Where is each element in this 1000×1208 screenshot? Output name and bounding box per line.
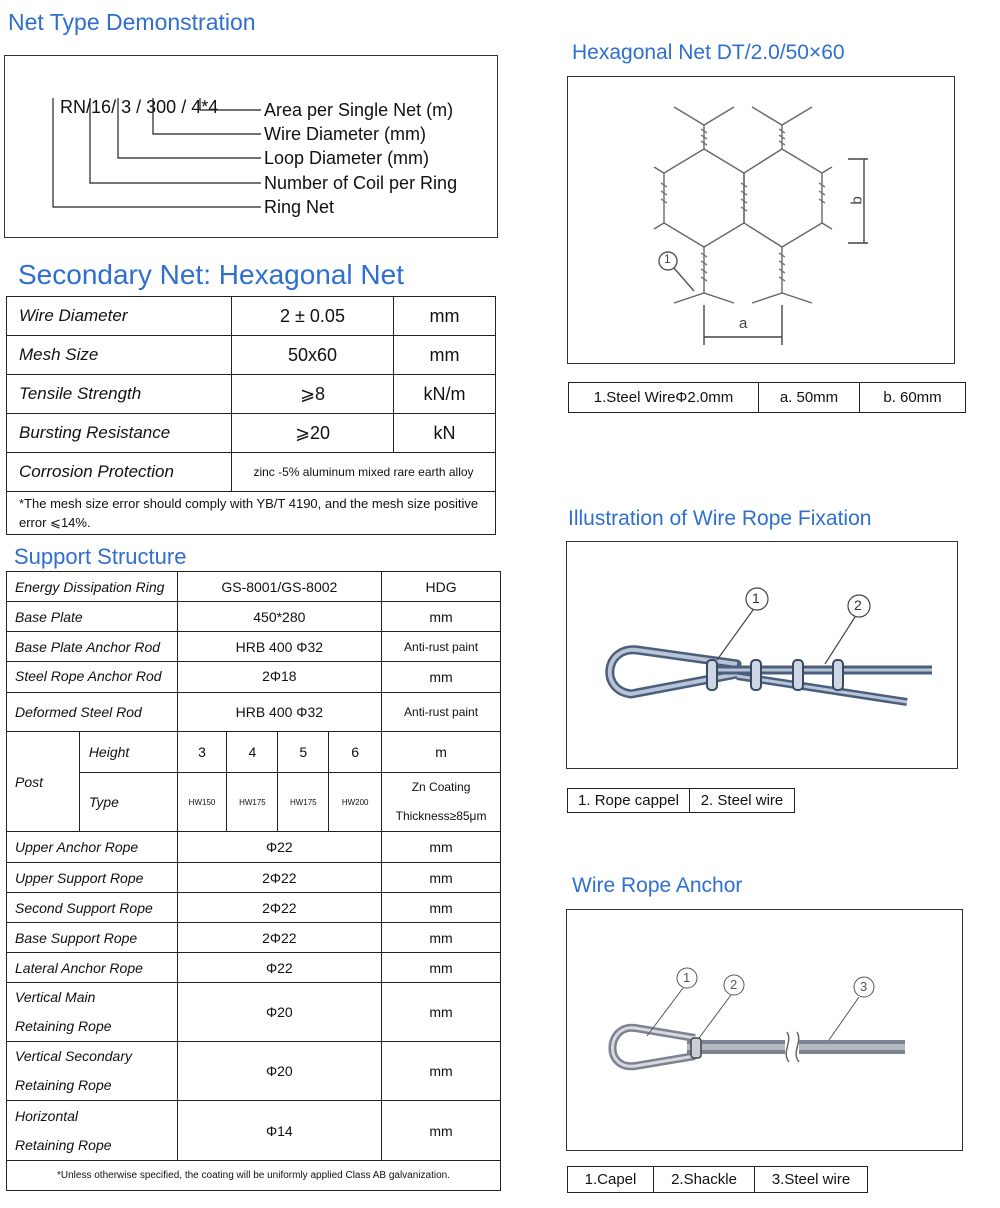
row-name: Deformed Steel Rod: [7, 693, 178, 732]
row-value: Φ14: [177, 1101, 382, 1161]
table-row: [7, 1101, 501, 1161]
row-unit: mm: [382, 662, 501, 693]
table-row: [7, 983, 501, 1042]
row-name: Energy Dissipation Ring: [7, 572, 178, 602]
table-row: [7, 1161, 501, 1191]
caption-steel-wire: 1.Steel WireΦ2.0mm: [569, 383, 759, 413]
support-structure-heading: Support Structure: [14, 544, 187, 569]
row-value: 2Φ22: [177, 863, 382, 893]
row-name-line: Vertical Main: [15, 989, 96, 1005]
table-row: [7, 832, 501, 863]
code-loop: 3: [121, 97, 132, 117]
table-row: [7, 863, 501, 893]
caption-rope-cappel: 1. Rope cappel: [568, 789, 690, 813]
type-value: HW175: [278, 773, 329, 832]
row-name: Base Support Rope: [7, 923, 178, 953]
code-slash-3: /: [136, 97, 142, 117]
table-row: [7, 414, 496, 453]
row-name-line: Retaining Rope: [15, 1018, 112, 1034]
row-value: 450*280: [177, 602, 382, 632]
table-row: [7, 297, 496, 336]
fixation-drawing: [567, 542, 959, 770]
row-name: Second Support Rope: [7, 893, 178, 923]
secondary-net-heading: Secondary Net: Hexagonal Net: [18, 259, 404, 290]
row-unit: mm: [382, 832, 501, 863]
post-label: Post: [7, 732, 80, 832]
table-row: [7, 732, 501, 773]
table-row: [7, 662, 501, 693]
hex-net-captions: [568, 382, 966, 413]
caption-b: b. 60mm: [860, 383, 966, 413]
coating-thickness: Thickness≥85μm: [395, 809, 487, 823]
row-value: ⩾8: [232, 375, 394, 414]
height-value: 4: [227, 732, 278, 773]
row-unit: mm: [382, 953, 501, 983]
row-name: Upper Support Rope: [7, 863, 178, 893]
fixation-heading: Illustration of Wire Rope Fixation: [568, 507, 872, 530]
fixation-callout-1: 1: [752, 590, 760, 606]
row-name-line: Retaining Rope: [15, 1077, 112, 1093]
row-unit: mm: [382, 1101, 501, 1161]
mesh-note: *The mesh size error should comply with YB/T 4190, and the mesh size positive error ⩽14%.: [7, 492, 496, 535]
table-row: [7, 602, 501, 632]
row-name-line: Vertical Secondary: [15, 1048, 132, 1064]
row-name: Corrosion Protection: [7, 453, 232, 492]
caption-row: [569, 383, 966, 413]
table-row: [7, 923, 501, 953]
row-unit: mm: [394, 336, 496, 375]
row-value: Φ20: [177, 1042, 382, 1101]
row-name-line: Horizontal: [15, 1107, 79, 1124]
table-row: [7, 572, 501, 602]
hex-net-drawing: [568, 77, 956, 365]
caption-row: [568, 1167, 868, 1193]
anchor-callout-1: 1: [683, 970, 691, 985]
table-row: [7, 893, 501, 923]
row-unit: mm: [394, 297, 496, 336]
label-area: Area per Single Net (m): [264, 100, 454, 120]
type-value: HW200: [329, 773, 382, 832]
row-name: [7, 983, 178, 1042]
anchor-callout-3: 3: [860, 979, 868, 994]
caption-steel-wire: 2. Steel wire: [690, 789, 795, 813]
row-value: HRB 400 Φ32: [177, 632, 382, 662]
zn-coating: Zn Coating: [411, 780, 471, 794]
anchor-figure: [566, 909, 963, 1151]
row-unit: Anti-rust paint: [382, 693, 501, 732]
table-row: [7, 453, 496, 492]
table-row: [7, 1042, 501, 1101]
label-ring-net: Ring Net: [264, 197, 335, 217]
net-type-heading: Net Type Demonstration: [8, 9, 256, 35]
row-unit: HDG: [382, 572, 501, 602]
row-unit: kN/m: [394, 375, 496, 414]
row-value: ⩾20: [232, 414, 394, 453]
row-name: Tensile Strength: [7, 375, 232, 414]
caption-row: [568, 789, 795, 813]
label-loop-diameter: Loop Diameter (mm): [264, 148, 430, 168]
row-value: 50x60: [232, 336, 394, 375]
fixation-figure: [566, 541, 958, 769]
height-unit: m: [382, 732, 501, 773]
label-wire-diameter: Wire Diameter (mm): [264, 124, 426, 144]
row-value: 2Φ18: [177, 662, 382, 693]
code-slash-2: /: [111, 97, 117, 117]
table-row: [7, 773, 501, 832]
row-value: 2Φ22: [177, 893, 382, 923]
row-unit: Anti-rust paint: [382, 632, 501, 662]
height-label: Height: [79, 732, 177, 773]
row-value: HRB 400 Φ32: [177, 693, 382, 732]
support-structure-table: [6, 571, 501, 1191]
table-row: [7, 375, 496, 414]
code-slash-1: /: [86, 97, 92, 117]
row-name: Upper Anchor Rope: [7, 832, 178, 863]
type-value: HW175: [227, 773, 278, 832]
row-value: Φ22: [177, 953, 382, 983]
row-value: Φ20: [177, 983, 382, 1042]
code-wire: 300: [146, 97, 177, 117]
type-value: HW150: [177, 773, 227, 832]
row-name: Bursting Resistance: [7, 414, 232, 453]
row-name: Base Plate: [7, 602, 178, 632]
fixation-captions: [567, 788, 795, 813]
row-unit: mm: [382, 1042, 501, 1101]
anchor-drawing: [567, 910, 964, 1152]
row-name: [7, 1101, 178, 1161]
hex-callout-1: 1: [664, 252, 671, 266]
row-name: Base Plate Anchor Rod: [7, 632, 178, 662]
row-unit: mm: [382, 893, 501, 923]
row-value: 2 ± 0.05: [232, 297, 394, 336]
table-row: [7, 693, 501, 732]
row-value: Φ22: [177, 832, 382, 863]
caption-steel-wire: 3.Steel wire: [755, 1167, 868, 1193]
label-coil-per-ring: Number of Coil per Ring: [264, 173, 458, 193]
table-row: [7, 492, 496, 535]
table-row: [7, 632, 501, 662]
row-name: Wire Diameter: [7, 297, 232, 336]
row-name: Steel Rope Anchor Rod: [7, 662, 178, 693]
code-rn: RN: [60, 97, 87, 117]
row-unit: mm: [382, 863, 501, 893]
row-unit: kN: [394, 414, 496, 453]
row-unit: mm: [382, 983, 501, 1042]
height-value: 5: [278, 732, 329, 773]
anchor-callout-2: 2: [730, 977, 738, 992]
code-slash-4: /: [181, 97, 187, 117]
hex-net-figure: [567, 76, 955, 364]
row-value: zinc -5% aluminum mixed rare earth alloy: [232, 453, 496, 492]
caption-shackle: 2.Shackle: [654, 1167, 755, 1193]
table-row: [7, 336, 496, 375]
row-name: Mesh Size: [7, 336, 232, 375]
galvanization-footnote: *Unless otherwise specified, the coating will be uniformly applied Class AB galvanization.: [7, 1161, 501, 1191]
code-area: 4*4: [191, 97, 219, 117]
type-label: Type: [79, 773, 177, 832]
fixation-callout-2: 2: [854, 597, 862, 613]
caption-a: a. 50mm: [759, 383, 860, 413]
height-value: 3: [177, 732, 227, 773]
hex-net-heading: Hexagonal Net DT/2.0/50×60: [572, 41, 845, 64]
row-name-line: Retaining Rope: [15, 1136, 112, 1153]
row-name: [7, 1042, 178, 1101]
type-unit: [382, 773, 501, 832]
secondary-net-table: [6, 296, 496, 535]
table-row: [7, 953, 501, 983]
row-value: GS-8001/GS-8002: [177, 572, 382, 602]
row-unit: mm: [382, 923, 501, 953]
row-name: Lateral Anchor Rope: [7, 953, 178, 983]
net-type-diagram: [4, 55, 498, 238]
code-coil: 16: [91, 97, 112, 117]
anchor-heading: Wire Rope Anchor: [572, 874, 743, 897]
caption-capel: 1.Capel: [568, 1167, 654, 1193]
row-unit: mm: [382, 602, 501, 632]
anchor-captions: [567, 1166, 868, 1193]
height-value: 6: [329, 732, 382, 773]
row-value: 2Φ22: [177, 923, 382, 953]
dim-a-label: a: [739, 315, 748, 332]
dim-b-label: b: [848, 196, 866, 205]
